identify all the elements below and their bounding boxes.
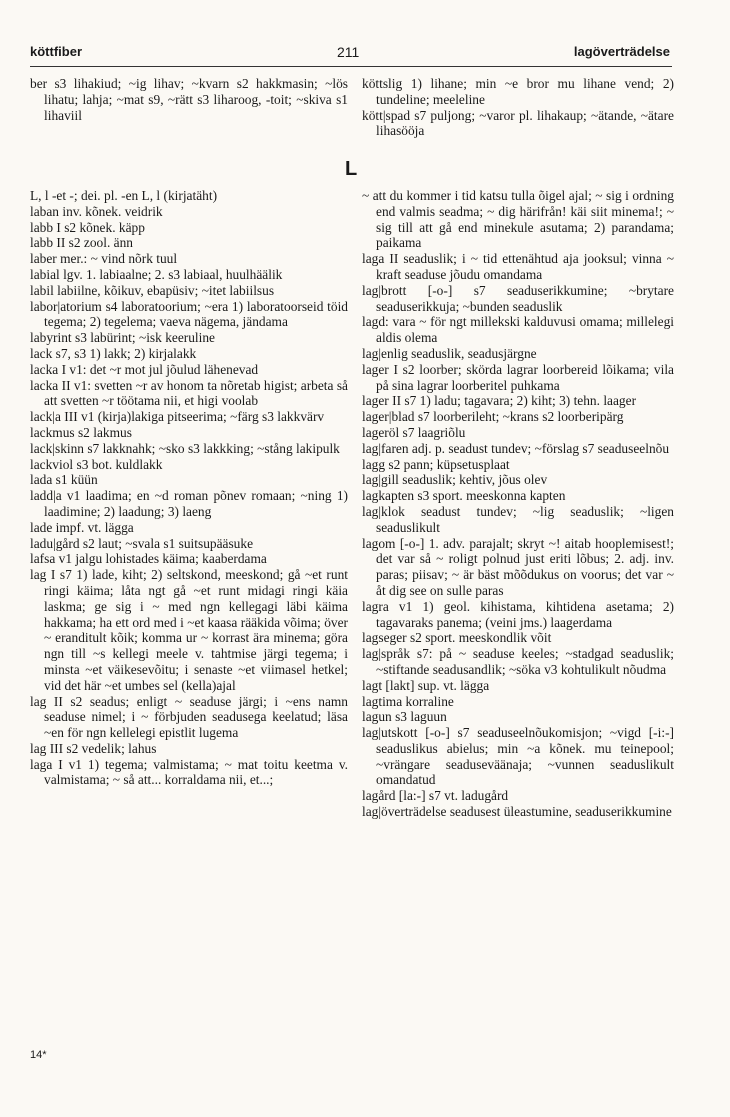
dictionary-entry: labb II s2 zool. änn [30,235,134,251]
dictionary-entry: ~ att du kommer i tid katsu tulla õigel ajal; ~ sig i ordning end valmis seadma; ~ dig härifrån! käi siit minema!; ~ sig till att gå end minekule asutama; 2) parandama; paikama [362,188,674,251]
dictionary-entry: ber s3 lihakiud; ~ig lihav; ~kvarn s2 hakkmasin; ~lös lihatu; lahja; ~mat s9, ~rätt s3 liharoog, -toit; ~skiva s1 lihaviil [30,76,348,123]
dictionary-entry: lacka II v1: svetten ~r av honom ta nõretab higist; arbeta så att svetten ~r töötama nii, et higi voolab [30,377,348,409]
dictionary-entry: lagun s3 laguun [362,709,447,725]
dictionary-entry: labial lgv. 1. labiaalne; 2. s3 labiaal, huulhäälik [30,266,283,282]
section-letter: L [345,158,358,180]
dictionary-entry: lafsa v1 jalgu lohistades käima; kaaberdama [30,551,267,567]
dictionary-entry: lagd: vara ~ för ngt millekski kalduvusi omama; millelegi aldis olema [362,314,674,346]
top-right-column [362,76,674,139]
dictionary-entry: labor|atorium s4 laboratoorium; ~era 1) laboratoorseid töid tegema; 2) tegelema; vaeva nägema, jändama [30,298,348,330]
running-head-right: lagöverträdelse [573,44,670,59]
page-number: 211 [337,44,360,60]
dictionary-entry: labyrint s3 labürint; ~isk keeruline [30,330,216,346]
dictionary-entry: lag II s2 seadus; enligt ~ seaduse järgi; i ~ens namn seaduse nimel; i ~ förbjuden seadusega keelatud; läsa ~en för ngn kellelegi epistlit lugema [30,693,348,741]
dictionary-entry: lager I s2 loorber; skörda lagrar loorbereid lõikama; vila på sina lagrar loorberitel puhkama [362,361,674,393]
dictionary-entry: lacka I v1: det ~r mot jul jõulud lähenevad [30,361,259,377]
dictionary-entry: laban inv. kõnek. veidrik [30,203,163,219]
dictionary-entry: lag|klok seadust tundev; ~lig seaduslik; ~ligen seaduslikult [362,503,674,535]
dictionary-entry: lagård [la:-] s7 vt. ladugård [362,788,509,804]
dictionary-entry: lagtima korraline [362,693,454,709]
dictionary-entry: lagseger s2 sport. meeskondlik võit [362,630,552,646]
dictionary-entry: lack|skinn s7 lakknahk; ~sko s3 lakkking; ~stång lakipulk [30,440,340,456]
dictionary-entry: lack s7, s3 1) lakk; 2) kirjalakk [30,345,197,361]
dictionary-entry: lade impf. vt. lägga [30,519,134,535]
dictionary-entry: laga II seaduslik; i ~ tid ettenähtud aja jooksul; vinna ~ kraft seaduse jõudu omandama [362,251,674,282]
dictionary-entry: laber mer.: ~ vind nõrk tuul [30,251,178,267]
dictionary-entry: lagkapten s3 sport. meeskonna kapten [362,488,566,504]
dictionary-entry: lada s1 küün [30,472,98,488]
dictionary-entry: lageröl s7 laagriõlu [362,424,466,440]
running-head-left: köttfiber [30,44,82,59]
dictionary-entry: köttslig 1) lihane; min ~e bror mu lihane vend; 2) tundeline; meeleline [362,76,674,107]
dictionary-entry: lag|brott [-o-] s7 seaduserikkumine; ~brytare seaduserikkuja; ~bunden seaduslik [362,282,674,314]
signature-mark: 14* [30,1049,47,1061]
dictionary-entry: lag|enlig seaduslik, seadusjärgne [362,345,537,361]
dictionary-entry: lager|blad s7 loorberileht; ~krans s2 loorberipärg [362,409,624,425]
top-left-column [30,76,348,123]
right-column [362,188,674,820]
dictionary-entry: labb I s2 kõnek. käpp [30,219,145,235]
dictionary-entry: lager II s7 1) ladu; tagavara; 2) kiht; 3) tehn. laager [362,393,637,409]
dictionary-entry: lag|faren adj. p. seadust tundev; ~förslag s7 seaduseelnõu [362,440,670,456]
dictionary-entry: lag|utskott [-o-] s7 seaduseelnõukomisjon; ~vigd [-i:-] seaduslikus abielus; min ~a kõnek. mu teinepool; ~vrängare seaduseväänaja; ~vunnen seaduslikult omandatud [362,725,674,788]
dictionary-entry: lagt [lakt] sup. vt. lägga [362,677,490,693]
dictionary-entry: lag I s7 1) lade, kiht; 2) seltskond, meeskond; gå ~et runt ringi käima; låta ngt gå ~et runt midagi ringi käia laskma; ge sig i ~ med ngn kellegagi läbi käima hakkama; ha ett ord med i ~et kaasa rääkida võima; över ~ eranditult kõik; komma ur ~ korrast ära minema; göra ngn till ~s kellegi meele v. tahtmise järgi tegema; i minsta ~et väikesevõitu; i senaste ~et viimasel hetkel; vid det här ~et umbes sel (kella)ajal [30,567,348,693]
dictionary-entry: lack|a III v1 (kirja)lakiga pitseerima; ~färg s3 lakkvärv [30,409,325,425]
dictionary-entry: ladd|a v1 laadima; en ~d roman põnev romaan; ~ning 1) laadimine; 2) laadung; 3) laeng [30,488,348,519]
dictionary-entry: kött|spad s7 puljong; ~varor pl. lihakaup; ~ätande, ~ätare lihasööja [362,107,674,139]
dictionary-entry: L, l -et -; dei. pl. -en L, l (kirjatäht) [30,188,218,203]
dictionary-entry: lag|språk s7: på ~ seaduse keeles; ~stadgad seaduslik; ~stiftande seadusandlik; ~söka v3 kohtulikult nõudma [362,646,674,677]
dictionary-entry: lag|överträdelse seadusest üleastumine, seaduserikkumine [362,804,672,820]
dictionary-entry: lag|gill seaduslik; kehtiv, jõus olev [362,472,548,488]
dictionary-entry: lagra v1 1) geol. kihistama, kihtidena asetama; 2) tagavaraks panema; (veini jms.) laagerdama [362,598,674,630]
dictionary-entry: lagom [-o-] 1. adv. parajalt; skryt ~! aitab hooplemisest!; det var så ~ roligt polnud just eriti lõbus; 2. adj. inv. paras; piisav; ~ är bäst mõõdukus on voorus; det var ~ åt dig see on sulle paras [362,535,674,598]
dictionary-entry: ladu|gård s2 laut; ~svala s1 suitsupääsuke [30,535,254,551]
dictionary-entry: lag III s2 vedelik; lahus [30,740,157,756]
header-rule [30,66,672,67]
dictionary-entry: lackviol s3 bot. kuldlakk [30,456,163,472]
dictionary-entry: lagg s2 pann; küpsetusplaat [362,456,510,472]
dictionary-entry: lackmus s2 lakmus [30,424,132,440]
dictionary-entry: laga I v1 1) tegema; valmistama; ~ mat toitu keetma v. valmistama; ~ så att... korraldama nii, et...; [30,756,348,788]
left-column [30,188,348,788]
dictionary-entry: labil labiilne, kõikuv, ebapüsiv; ~itet labiilsus [30,282,275,298]
